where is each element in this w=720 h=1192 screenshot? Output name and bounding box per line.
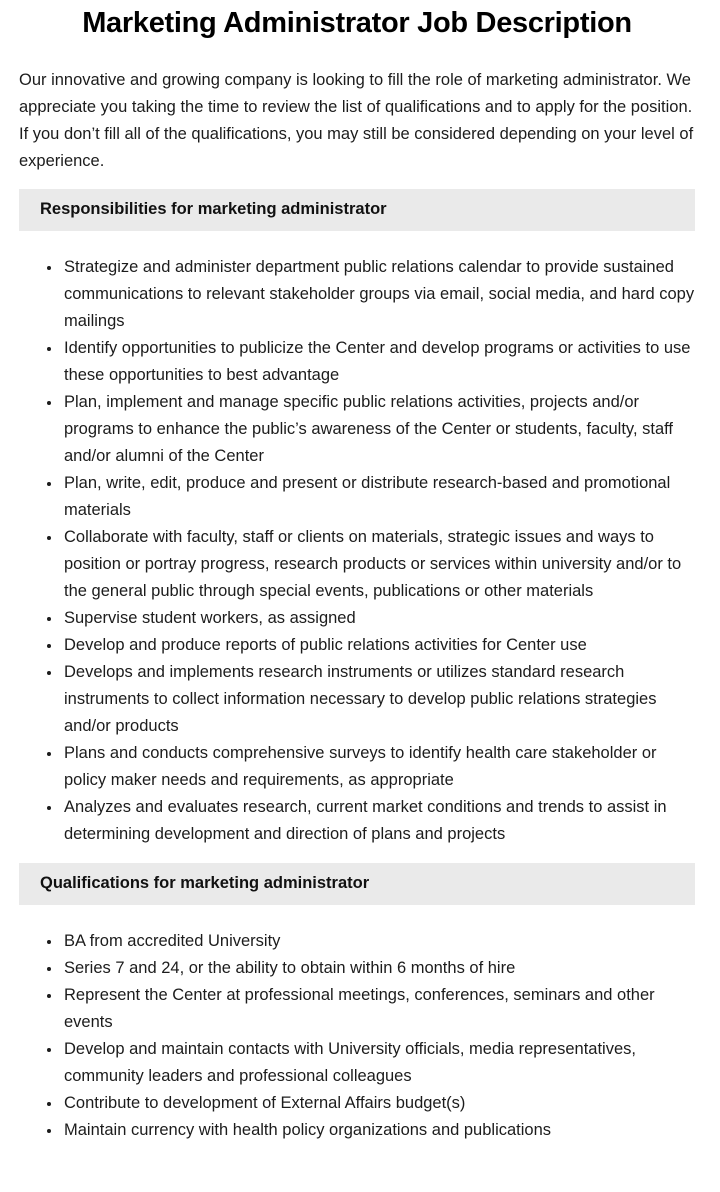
- list-item: • Strategize and administer department public relations calendar to provide sustained communications to relevant stakeholder groups via email, social media, and hard copy mailings: [62, 254, 695, 335]
- list-item: • Identify opportunities to publicize the Center and develop programs or activities to use these opportunities to best advantage: [62, 335, 695, 389]
- responsibilities-section-header: [19, 189, 695, 231]
- list-item: • Plan, implement and manage specific public relations activities, projects and/or programs to enhance the public’s awareness of the Center or students, faculty, staff and/or alumni of the Center: [62, 389, 695, 470]
- list-item: • BA from accredited University: [62, 928, 695, 955]
- list-item: • Develop and maintain contacts with University officials, media representatives, community leaders and professional colleagues: [62, 1036, 695, 1090]
- list-item: • Represent the Center at professional meetings, conferences, seminars and other events: [62, 982, 695, 1036]
- list-item: • Develops and implements research instruments or utilizes standard research instruments to collect information necessary to develop public relations strategies and/or products: [62, 659, 695, 740]
- responsibilities-heading: Responsibilities for marketing administrator: [40, 200, 387, 219]
- qualifications-section-header: [19, 863, 695, 905]
- qualifications-heading: Qualifications for marketing administrator: [40, 874, 370, 893]
- list-item: • Develop and produce reports of public relations activities for Center use: [62, 632, 695, 659]
- responsibilities-list: [19, 254, 695, 848]
- list-item: • Supervise student workers, as assigned: [62, 605, 695, 632]
- qualifications-list: [19, 928, 695, 1144]
- intro-paragraph: Our innovative and growing company is looking to fill the role of marketing administrator. We appreciate you taking the time to review the list of qualifications and to apply for the position. If you don’t fill all of the qualifications, you may still be considered depending on your level of experience.: [19, 70, 694, 170]
- list-item: • Plans and conducts comprehensive surveys to identify health care stakeholder or policy maker needs and requirements, as appropriate: [62, 740, 695, 794]
- list-item: • Contribute to development of External Affairs budget(s): [62, 1090, 695, 1117]
- list-item: • Collaborate with faculty, staff or clients on materials, strategic issues and ways to position or portray progress, research products or services within university and/or to the general public through special events, publications or other materials: [62, 524, 695, 605]
- list-item: • Maintain currency with health policy organizations and publications: [62, 1117, 695, 1144]
- list-item: • Plan, write, edit, produce and present or distribute research-based and promotional materials: [62, 470, 695, 524]
- list-item: • Analyzes and evaluates research, current market conditions and trends to assist in determining development and direction of plans and projects: [62, 794, 695, 848]
- page-title: Marketing Administrator Job Description: [82, 7, 632, 39]
- list-item: • Series 7 and 24, or the ability to obtain within 6 months of hire: [62, 955, 695, 982]
